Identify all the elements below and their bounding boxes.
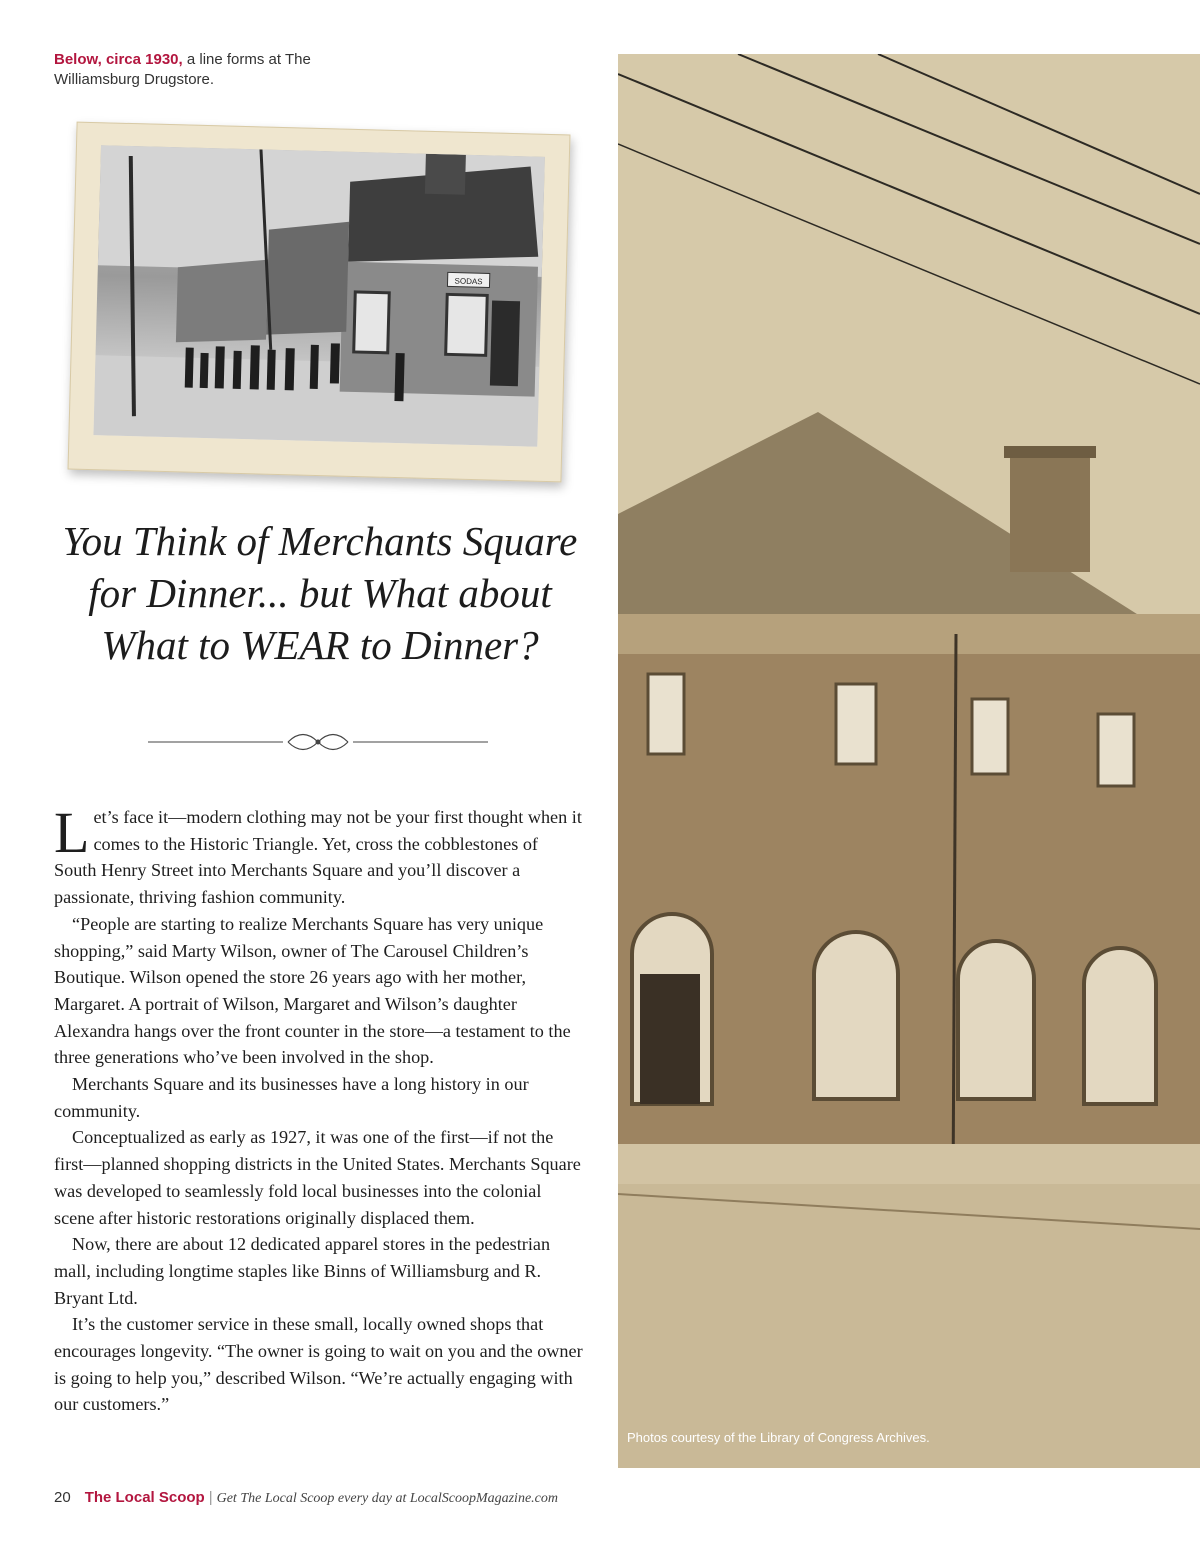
page-number: 20 xyxy=(54,1489,71,1506)
caption-text: a line forms at The Williamsburg Drugstore. xyxy=(54,51,311,88)
article-body xyxy=(54,800,584,1418)
drop-cap: L xyxy=(54,800,90,865)
paragraph-4: Conceptualized as early as 1927, it was one of the first—if not the first—planned shopping districts in the United States. Merchants Square was developed to seamlessly fold local businesses into the colonial scene after historic restorations originally displaced them. xyxy=(54,1127,581,1228)
caption-lead: Below, circa 1930, xyxy=(54,51,183,68)
ornament-divider-icon xyxy=(148,730,488,754)
paragraph-1 xyxy=(54,800,584,911)
paragraph-1-text: et’s face it—modern clothing may not be your first thought when it comes to the Historic Triangle. Yet, cross the cobblestones of South Henry Street into Merchants Square and you’ll discover a passionate, thriving fashion community. xyxy=(54,807,582,908)
photo-credit: Photos courtesy of the Library of Congress Archives. xyxy=(627,1430,930,1445)
merchants-square-photo xyxy=(618,54,1200,1468)
footer-tagline: Get The Local Scoop every day at LocalScoopMagazine.com xyxy=(216,1491,558,1506)
brick-building-illustration xyxy=(618,54,1200,1468)
paragraph-3: Merchants Square and its businesses have a long history in our community. xyxy=(54,1074,529,1121)
paragraph-5: Now, there are about 12 dedicated apparel stores in the pedestrian mall, including longtime staples like Binns of Williamsburg and R. Bryant Ltd. xyxy=(54,1234,551,1308)
footer-separator: | xyxy=(208,1489,213,1506)
drugstore-photo xyxy=(93,145,544,447)
page-footer xyxy=(54,1489,558,1507)
magazine-brand: The Local Scoop xyxy=(84,1489,205,1506)
vintage-photo-frame xyxy=(68,122,571,483)
paragraph-2: “People are starting to realize Merchants Square has very unique shopping,” said Marty Wilson, owner of The Carousel Children’s Boutique. Wilson opened the store 26 years ago with her mother, Margaret. A portrait of Wilson, Margaret and Wilson’s daughter Alexandra hangs over the front counter in the store—a testament to the three generations who’ve been involved in the shop. xyxy=(54,913,571,1068)
paragraph-6: It’s the customer service in these small, locally owned shops that encourages longevity. “The owner is going to wait on you and the owner is going to help you,” described Wilson. “We’re actually engaging with our customers.” xyxy=(54,1314,583,1415)
article-headline: You Think of Merchants Square for Dinner... but What about What to WEAR to Dinner? xyxy=(62,518,578,668)
photo-sign-text: SODAS xyxy=(454,276,483,287)
drugstore-photo-illustration xyxy=(93,145,544,447)
photo-caption xyxy=(54,50,384,90)
